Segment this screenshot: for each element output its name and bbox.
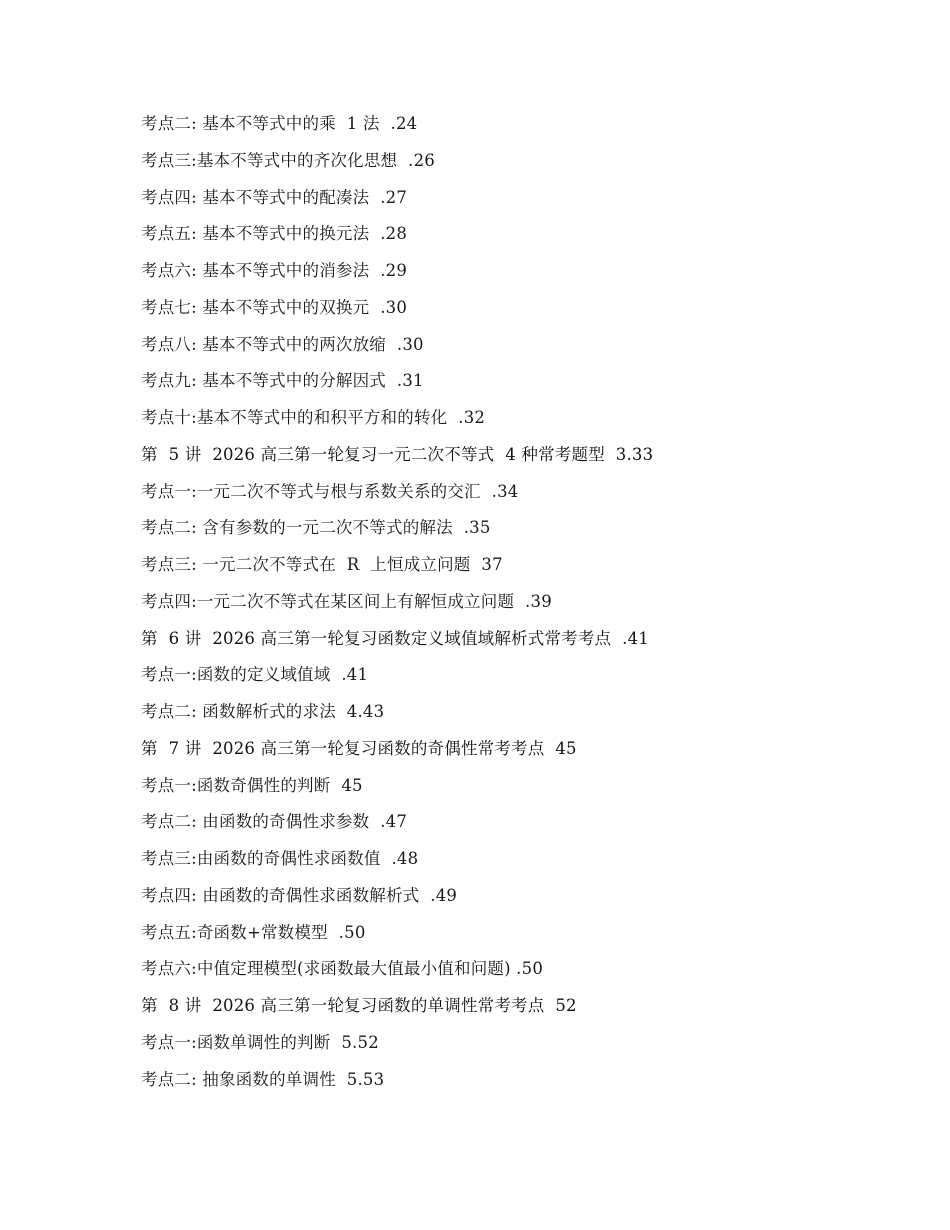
toc-entry[interactable]: 考点三:基本不等式中的齐次化思想 .26 [141,150,435,170]
toc-entry[interactable]: 考点六:中值定理模型(求函数最大值最小值和问题) .50 [141,959,544,979]
toc-entry[interactable]: 考点二: 含有参数的一元二次不等式的解法 .35 [141,518,491,538]
toc-entry[interactable]: 考点五:奇函数+常数模型 .50 [141,922,366,942]
toc-entry[interactable]: 考点二: 抽象函数的单调性 5.53 [141,1069,385,1089]
toc-entry[interactable]: 考点一:函数奇偶性的判断 45 [141,775,363,795]
toc-lecture-heading[interactable]: 第 5 讲 2026 高三第一轮复习一元二次不等式 4 种常考题型 3.33 [141,444,654,464]
toc-entry[interactable]: 考点九: 基本不等式中的分解因式 .31 [141,371,424,391]
toc-entry[interactable]: 考点二: 由函数的奇偶性求参数 .47 [141,812,408,832]
toc-lecture-heading[interactable]: 第 8 讲 2026 高三第一轮复习函数的单调性常考考点 52 [141,996,577,1015]
toc-entry[interactable]: 考点六: 基本不等式中的消参法 .29 [141,261,408,280]
toc-entry[interactable]: 考点八: 基本不等式中的两次放缩 .30 [141,334,424,354]
toc-entry[interactable]: 考点三:由函数的奇偶性求函数值 .48 [141,849,419,868]
toc-entry[interactable]: 考点一:函数的定义域值域 .41 [141,665,369,685]
toc-entry[interactable]: 考点十:基本不等式中的和积平方和的转化 .32 [141,408,486,427]
toc-entry[interactable]: 考点二: 基本不等式中的乘 1 法 .24 [141,114,418,133]
toc-entry[interactable]: 考点三: 一元二次不等式在 R 上恒成立问题 37 [141,555,503,574]
toc-entry[interactable]: 考点二: 函数解析式的求法 4.43 [141,702,385,721]
toc-entry[interactable]: 考点四:一元二次不等式在某区间上有解恒成立问题 .39 [141,591,552,611]
toc-entry[interactable]: 考点四: 基本不等式中的配凑法 .27 [141,187,408,207]
toc-lecture-heading[interactable]: 第 7 讲 2026 高三第一轮复习函数的奇偶性常考考点 45 [141,738,577,758]
toc-lecture-heading[interactable]: 第 6 讲 2026 高三第一轮复习函数定义域值域解析式常考考点 .41 [141,628,649,648]
table-of-contents [141,111,901,1103]
toc-entry[interactable]: 考点四: 由函数的奇偶性求函数解析式 .49 [141,885,458,905]
toc-entry[interactable]: 考点五: 基本不等式中的换元法 .28 [141,224,408,244]
toc-entry[interactable]: 考点一:一元二次不等式与根与系数关系的交汇 .34 [141,481,519,501]
toc-entry[interactable]: 考点一:函数单调性的判断 5.52 [141,1032,379,1052]
toc-entry[interactable]: 考点七: 基本不等式中的双换元 .30 [141,297,408,317]
